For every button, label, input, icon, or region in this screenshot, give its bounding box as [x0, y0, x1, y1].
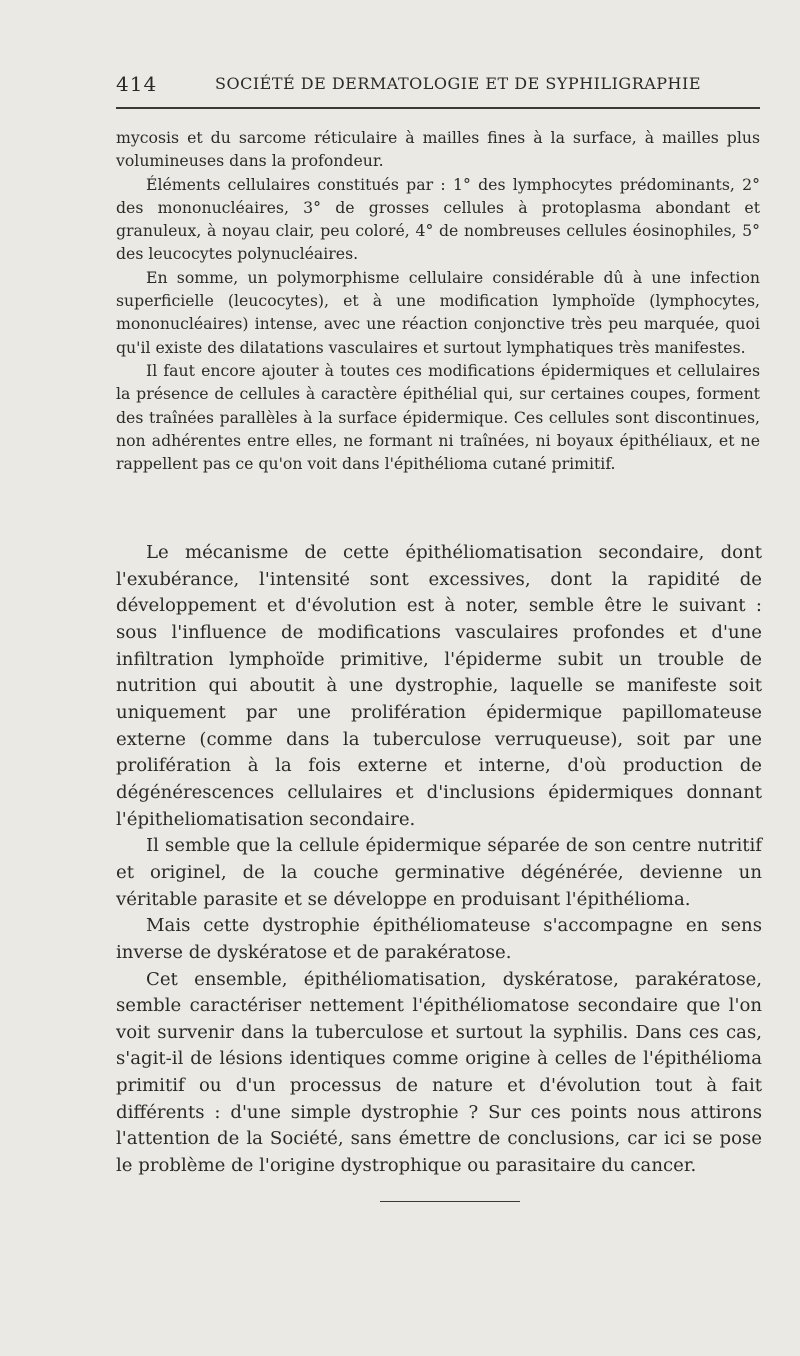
paragraph-conclusion: Cet ensemble, épithéliomatisation, dyskératose, parakératose, semble caractériser nettement l'épithéliomatose secondaire que l'on voit survenir dans la tuberculose et surtout la syphilis. Dans ces cas, s'agit-il de lésions identiques comme origine à celles de l'épithélioma primitif ou d'un processus de nature et d'évolution tout à fait différents : d'une simple dystrophie ? Sur ces points nous attirons l'attention de la Société, sans émettre de conclusions, car ici se pose le problème de l'origine dystrophique ou parasitaire du cancer.: [116, 968, 762, 1177]
running-head: SOCIÉTÉ DE DERMATOLOGIE ET DE SYPHILIGRAPHIE: [215, 74, 702, 93]
paragraph-sarcoma-continuation: mycosis et du sarcome réticulaire à mailles fines à la surface, à mailles plus volumineuses dans la profondeur.: [116, 128, 760, 171]
end-rule: [380, 1201, 520, 1202]
main-text-section: [116, 540, 762, 1180]
small-print-section: [116, 126, 760, 475]
paragraph-cellular-elements: Éléments cellulaires constitués par : 1° des lymphocytes prédominants, 2° des mononucléaires, 3° de grosses cellules à protoplasma abondant et granuleux, à noyau clair, peu coloré, 4° de nombreuses cellules éosinophiles, 5° des leucocytes polynucléaires.: [116, 174, 760, 264]
page-header: [116, 70, 760, 96]
paragraph-mechanism: Le mécanisme de cette épithéliomatisation secondaire, dont l'exubérance, l'intensité sont excessives, dont la rapidité de développement et d'évolution est à noter, semble être le suivant : sous l'influence de modifications vasculaires profondes et d'une infiltration lymphoïde primitive, l'épiderme subit un trouble de nutrition qui aboutit à une dystrophie, laquelle se manifeste soit uniquement par une prolifération épidermique papillomateuse externe (comme dans la tuberculose verruqueuse), soit par une prolifération à la fois externe et interne, d'où production de dégénérescences cellulaires et d'inclusions épidermiques donnant l'épitheliomatisation secondaire.: [116, 542, 762, 830]
paragraph-epidermal-cell: Il semble que la cellule épidermique séparée de son centre nutritif et originel, de la couche germinative dégénérée, devienne un véritable parasite et se développe en produisant l'épithélioma.: [116, 835, 762, 910]
paragraph-summary: En somme, un polymorphisme cellulaire considérable dû à une infection superficielle (leucocytes), et à une modification lymphoïde (lymphocytes, mononucléaires) intense, avec une réaction conjonctive très peu marquée, quoi qu'il existe des dilatations vasculaires et surtout lymphatiques très manifestes.: [116, 267, 760, 357]
paragraph-epithelial-cells: Il faut encore ajouter à toutes ces modifications épidermiques et cellulaires la présence de cellules à caractère épithélial qui, sur certaines coupes, forment des traînées parallèles à la surface épidermique. Ces cellules sont discontinues, non adhérentes entre elles, ne formant ni traînées, ni boyaux épithéliaux, et ne rappellent pas ce qu'on voit dans l'épithélioma cutané primitif.: [116, 360, 760, 474]
header-rule: [116, 107, 760, 109]
page-number: 414: [116, 72, 158, 96]
paragraph-dystrophy: Mais cette dystrophie épithéliomateuse s'accompagne en sens inverse de dyskératose et de parakératose.: [116, 915, 762, 963]
